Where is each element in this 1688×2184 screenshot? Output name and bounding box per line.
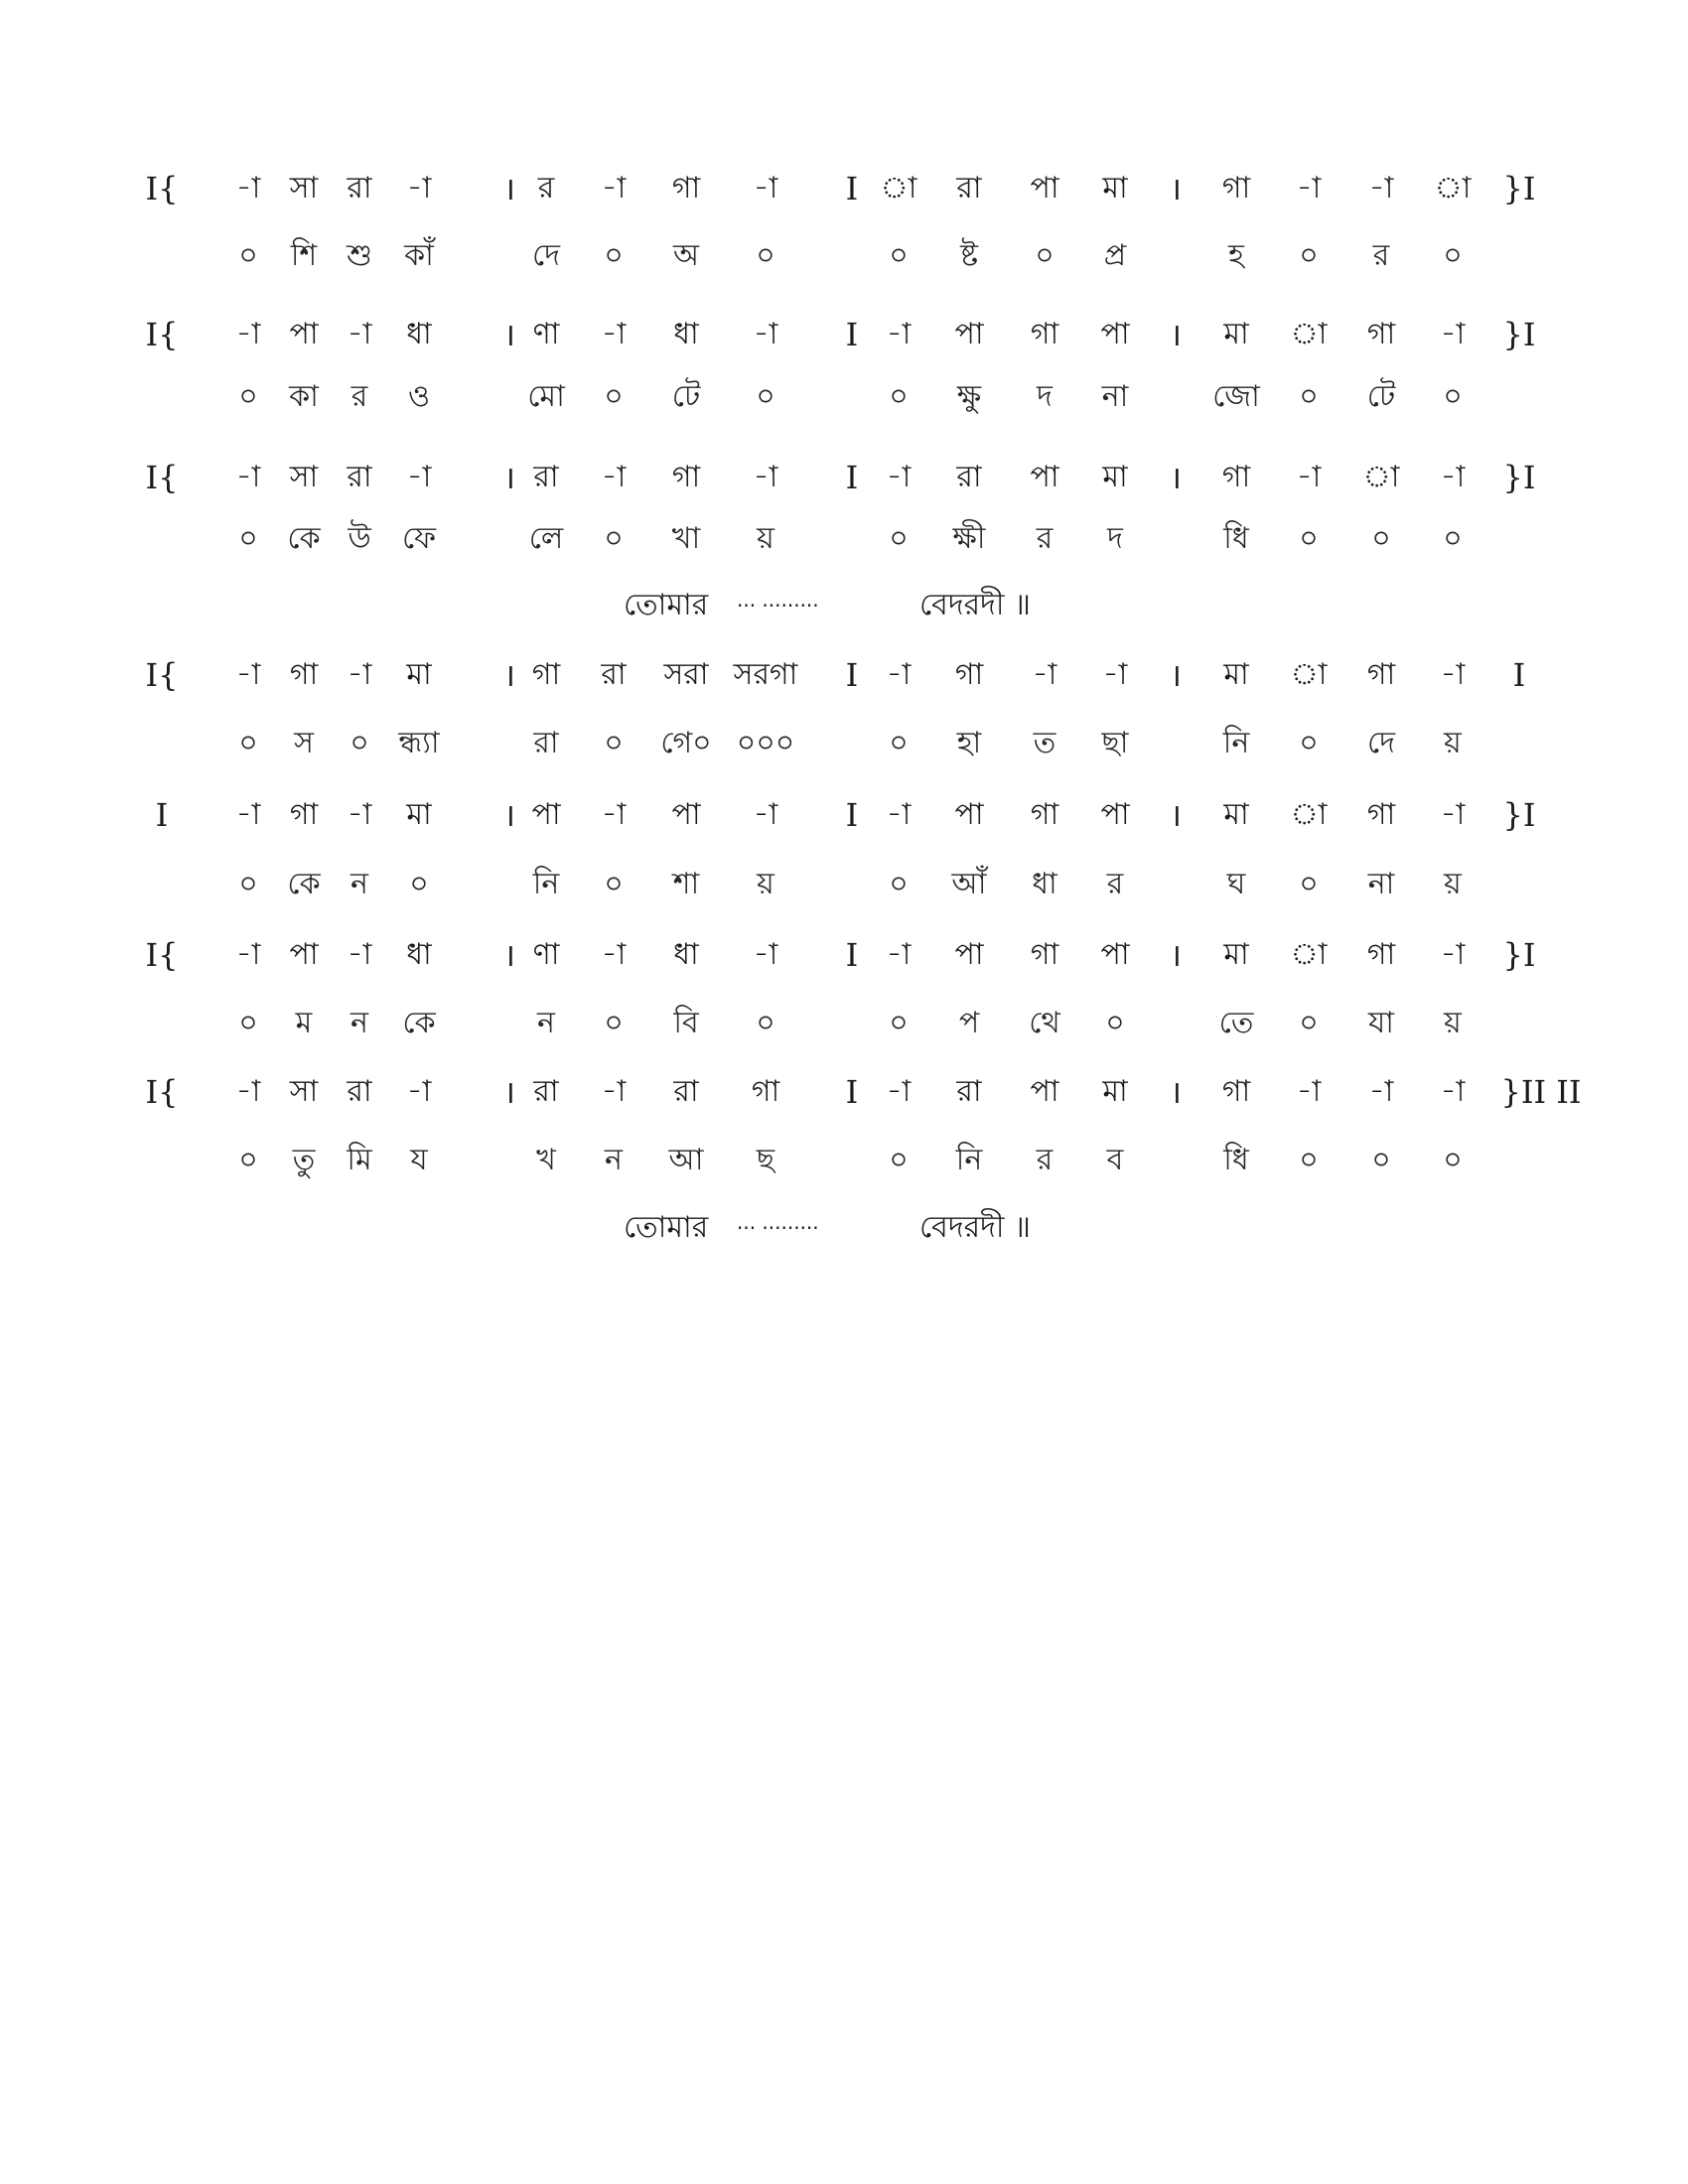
lyric-syllable: ন xyxy=(537,1006,555,1040)
note-cell: -া xyxy=(347,317,372,351)
note-cell: রা xyxy=(533,1074,559,1109)
lyric-syllable: য xyxy=(410,1143,428,1177)
lyric-syllable: ০ xyxy=(756,379,775,414)
lyric-syllable: ০ xyxy=(409,867,429,901)
note-cell: ণা xyxy=(532,317,560,351)
note-cell: -া xyxy=(406,171,432,205)
note-cell: া xyxy=(1434,171,1472,205)
note-cell: গা xyxy=(289,797,319,832)
refrain-dots: ··· ········· xyxy=(737,1216,819,1240)
lyric-syllable: ০ xyxy=(604,867,624,901)
note-cell: রা xyxy=(347,460,372,494)
note-cell: -া xyxy=(235,937,261,972)
lyric-syllable: য় xyxy=(757,867,774,901)
lyric-syllable: র xyxy=(1372,238,1390,273)
lyric-syllable: খ xyxy=(536,1143,556,1177)
lyric-syllable: দ xyxy=(1107,521,1123,556)
note-cell: -া xyxy=(235,797,261,832)
lyric-syllable: লে xyxy=(528,521,564,556)
note-cell: পা xyxy=(1100,797,1130,832)
note-cell: -া xyxy=(753,797,778,832)
lyric-syllable: ০ xyxy=(1443,238,1463,273)
note-cell: পা xyxy=(1030,460,1059,494)
note-cell: -া xyxy=(753,460,778,494)
note-cell: -া xyxy=(753,171,778,205)
refrain-dots: ··· ········· xyxy=(737,594,819,617)
lyric-syllable: ০ xyxy=(604,726,624,760)
lyric-syllable: টে xyxy=(671,379,701,414)
bar-line: । xyxy=(1169,1073,1183,1111)
bar-line: । xyxy=(1169,170,1183,207)
bar-line: । xyxy=(502,459,516,496)
bar-line: }I xyxy=(1502,936,1536,974)
note-cell: গা xyxy=(1030,797,1059,832)
note-cell: মা xyxy=(406,657,432,692)
note-cell: গা xyxy=(1366,797,1396,832)
bar-line: I xyxy=(1512,656,1526,694)
lyric-syllable: ০ xyxy=(238,521,258,556)
lyric-syllable: ০ xyxy=(604,238,624,273)
lyric-syllable: ০ xyxy=(604,521,624,556)
lyric-syllable: ০ xyxy=(238,867,258,901)
note-cell: -া xyxy=(347,937,372,972)
note-cell: -া xyxy=(601,937,627,972)
lyric-syllable: ০ xyxy=(238,1006,258,1040)
note-cell: -া xyxy=(406,460,432,494)
note-cell: গা xyxy=(1221,171,1251,205)
note-cell: -া xyxy=(601,317,627,351)
lyric-syllable: স xyxy=(294,726,314,760)
note-row xyxy=(0,1067,1688,1117)
bar-line: । xyxy=(502,170,516,207)
lyric-syllable: ০ xyxy=(238,238,258,273)
note-cell: -া xyxy=(1368,171,1394,205)
lyric-syllable: ০ xyxy=(1105,1006,1125,1040)
note-cell: রা xyxy=(956,1074,982,1109)
lyric-syllable: ০ xyxy=(1371,521,1391,556)
note-cell: া xyxy=(1290,317,1328,351)
note-cell: -া xyxy=(601,797,627,832)
note-cell: ধা xyxy=(406,317,432,351)
note-cell: পা xyxy=(954,937,984,972)
refrain-line xyxy=(0,1203,1688,1253)
bar-line: । xyxy=(502,656,516,694)
lyric-syllable: ০ xyxy=(889,726,909,760)
lyric-syllable: না xyxy=(1101,379,1129,414)
note-cell: -া xyxy=(406,1074,432,1109)
note-cell: -া xyxy=(1296,1074,1322,1109)
lyric-syllable: না xyxy=(1367,867,1395,901)
lyric-syllable: উ xyxy=(348,521,371,556)
bar-line: । xyxy=(502,316,516,353)
note-cell: -া xyxy=(753,317,778,351)
lyric-syllable: আঁ xyxy=(951,867,987,901)
note-cell: -া xyxy=(601,1074,627,1109)
lyric-syllable: র xyxy=(1036,521,1054,556)
lyric-syllable: মো xyxy=(527,379,565,414)
lyric-syllable: আ xyxy=(668,1143,704,1177)
note-cell: পা xyxy=(289,317,319,351)
note-cell: -া xyxy=(1368,1074,1394,1109)
note-row xyxy=(0,650,1688,700)
lyric-syllable: ০ xyxy=(350,726,369,760)
lyric-syllable: ০ xyxy=(604,379,624,414)
lyric-syllable: নি xyxy=(1222,726,1250,760)
lyric-syllable: ০ xyxy=(889,521,909,556)
note-cell: মা xyxy=(1102,171,1128,205)
lyric-syllable: ০ xyxy=(1299,726,1319,760)
lyric-syllable: ০ xyxy=(238,1143,258,1177)
note-cell: গা xyxy=(671,171,701,205)
note-row xyxy=(0,164,1688,213)
lyric-syllable: ন xyxy=(351,1006,368,1040)
note-cell: -া xyxy=(235,657,261,692)
lyric-syllable: ধা xyxy=(1032,867,1057,901)
note-row xyxy=(0,930,1688,980)
lyric-syllable: ০ xyxy=(238,379,258,414)
lyric-syllable: তু xyxy=(292,1143,316,1177)
note-cell: সা xyxy=(289,1074,319,1109)
note-cell: গা xyxy=(1030,937,1059,972)
lyric-syllable: ধি xyxy=(1223,1143,1249,1177)
bar-line: I{ xyxy=(145,459,179,496)
lyric-row xyxy=(0,1136,1688,1185)
lyric-syllable: নি xyxy=(955,1143,983,1177)
note-cell: মা xyxy=(1102,1074,1128,1109)
lyric-syllable: থে xyxy=(1029,1006,1060,1040)
lyric-syllable: বি xyxy=(673,1006,699,1040)
lyric-syllable: য় xyxy=(1444,726,1462,760)
bar-line: I xyxy=(845,459,859,496)
note-cell: গা xyxy=(1221,1074,1251,1109)
lyric-syllable: ব xyxy=(1106,1143,1124,1177)
note-cell: -া xyxy=(601,171,627,205)
note-cell: ধা xyxy=(673,937,699,972)
lyric-syllable: ০ xyxy=(1035,238,1055,273)
lyric-syllable: গে০ xyxy=(660,726,712,760)
lyric-syllable: ক্ষু xyxy=(956,379,982,414)
note-row xyxy=(0,453,1688,502)
note-cell: -া xyxy=(1440,317,1466,351)
lyric-syllable: হ xyxy=(1228,238,1244,273)
lyric-syllable: ও xyxy=(407,379,431,414)
note-cell: া xyxy=(880,171,917,205)
bar-line: । xyxy=(1169,459,1183,496)
lyric-syllable: ০০০ xyxy=(736,726,795,760)
lyric-syllable: কে xyxy=(287,867,321,901)
note-cell: -া xyxy=(347,657,372,692)
note-cell: ণা xyxy=(532,937,560,972)
note-cell: ধা xyxy=(673,317,699,351)
note-cell: -া xyxy=(1440,797,1466,832)
note-cell: মা xyxy=(1102,460,1128,494)
lyric-row xyxy=(0,999,1688,1048)
bar-line: । xyxy=(1169,656,1183,694)
note-cell: পা xyxy=(1030,171,1059,205)
note-cell: পা xyxy=(1100,317,1130,351)
note-cell: -া xyxy=(1102,657,1128,692)
note-cell: রা xyxy=(533,460,559,494)
bar-line: I xyxy=(845,656,859,694)
note-cell: রা xyxy=(601,657,627,692)
bar-line: । xyxy=(1169,936,1183,974)
lyric-syllable: শি xyxy=(290,238,318,273)
note-cell: রা xyxy=(347,171,372,205)
lyric-syllable: ক্ষী xyxy=(952,521,986,556)
lyric-syllable: অ xyxy=(673,238,699,273)
lyric-syllable: ০ xyxy=(889,379,909,414)
lyric-syllable: কাঁ xyxy=(404,238,434,273)
note-cell: সা xyxy=(289,460,319,494)
lyric-syllable: ০ xyxy=(1443,521,1463,556)
bar-line: । xyxy=(1169,796,1183,834)
note-cell: র xyxy=(537,171,555,205)
note-cell: রা xyxy=(347,1074,372,1109)
lyric-row xyxy=(0,719,1688,768)
note-cell: গা xyxy=(671,460,701,494)
lyric-row xyxy=(0,372,1688,422)
bar-line: । xyxy=(502,1073,516,1111)
bar-line: I xyxy=(845,1073,859,1111)
note-cell: গা xyxy=(1366,317,1396,351)
lyric-syllable: ০ xyxy=(1299,1006,1319,1040)
refrain-end: বেদরদী ॥ xyxy=(919,588,1031,622)
lyric-syllable: ন্ধ্যা xyxy=(398,726,440,760)
refrain-end: বেদরদী ॥ xyxy=(919,1210,1031,1245)
note-cell: মা xyxy=(1223,317,1249,351)
lyric-syllable: ০ xyxy=(889,238,909,273)
note-cell: া xyxy=(1290,657,1328,692)
bar-line: । xyxy=(1169,316,1183,353)
lyric-syllable: ০ xyxy=(756,1006,775,1040)
note-cell: -া xyxy=(235,317,261,351)
lyric-syllable: দে xyxy=(532,238,560,273)
lyric-row xyxy=(0,514,1688,564)
note-cell: পা xyxy=(289,937,319,972)
lyric-syllable: ঘ xyxy=(1226,867,1246,901)
lyric-syllable: হা xyxy=(956,726,982,760)
bar-line: I{ xyxy=(145,656,179,694)
lyric-syllable: ন xyxy=(605,1143,623,1177)
note-cell: া xyxy=(1290,797,1328,832)
note-cell: -া xyxy=(886,317,912,351)
bar-line: }I xyxy=(1502,170,1536,207)
lyric-syllable: ০ xyxy=(604,1006,624,1040)
lyric-syllable: ছা xyxy=(1101,726,1129,760)
lyric-syllable: য় xyxy=(1444,1006,1462,1040)
bar-line: }I xyxy=(1502,459,1536,496)
note-cell: রা xyxy=(956,460,982,494)
lyric-syllable: ০ xyxy=(1299,379,1319,414)
refrain-start: তোমার xyxy=(624,1210,709,1245)
note-cell: মা xyxy=(1223,657,1249,692)
note-cell: -া xyxy=(235,460,261,494)
lyric-syllable: প xyxy=(958,1006,980,1040)
bar-line: I xyxy=(155,796,169,834)
note-cell: রা xyxy=(956,171,982,205)
lyric-syllable: ০ xyxy=(756,238,775,273)
bar-line: I xyxy=(845,316,859,353)
note-cell: গা xyxy=(1366,937,1396,972)
note-cell: রা xyxy=(673,1074,699,1109)
lyric-syllable: ফে xyxy=(401,521,437,556)
note-cell: পা xyxy=(671,797,701,832)
bar-line: I{ xyxy=(145,936,179,974)
note-cell: সরা xyxy=(663,657,709,692)
note-cell: -া xyxy=(1440,1074,1466,1109)
note-cell: গা xyxy=(531,657,561,692)
note-cell: -া xyxy=(886,1074,912,1109)
lyric-row xyxy=(0,860,1688,909)
note-cell: -া xyxy=(235,1074,261,1109)
note-cell: পা xyxy=(954,797,984,832)
lyric-syllable: র xyxy=(1036,1143,1054,1177)
bar-line: I{ xyxy=(145,1073,179,1111)
lyric-syllable: প্র xyxy=(1103,238,1127,273)
lyric-syllable: মি xyxy=(347,1143,372,1177)
lyric-syllable: ০ xyxy=(889,867,909,901)
note-cell: সা xyxy=(289,171,319,205)
note-cell: সরগা xyxy=(733,657,798,692)
lyric-syllable: ০ xyxy=(1443,1143,1463,1177)
lyric-syllable: ০ xyxy=(1299,521,1319,556)
note-cell: া xyxy=(1362,460,1400,494)
bar-line: }I xyxy=(1502,796,1536,834)
bar-line: I{ xyxy=(145,170,179,207)
refrain-line xyxy=(0,581,1688,630)
note-cell: -া xyxy=(1296,171,1322,205)
refrain-start: তোমার xyxy=(624,588,709,622)
note-cell: -া xyxy=(347,797,372,832)
note-row xyxy=(0,310,1688,359)
lyric-syllable: র xyxy=(351,379,368,414)
note-cell: পা xyxy=(1030,1074,1059,1109)
note-cell: -া xyxy=(1440,657,1466,692)
note-cell: -া xyxy=(1440,937,1466,972)
note-cell: -া xyxy=(886,657,912,692)
note-cell: পা xyxy=(531,797,561,832)
lyric-syllable: ০ xyxy=(889,1006,909,1040)
note-row xyxy=(0,790,1688,840)
note-cell: গা xyxy=(1221,460,1251,494)
lyric-syllable: শু xyxy=(347,238,372,273)
note-cell: -া xyxy=(601,460,627,494)
bar-line: । xyxy=(502,936,516,974)
note-cell: পা xyxy=(1100,937,1130,972)
lyric-syllable: ০ xyxy=(1299,867,1319,901)
note-cell: গা xyxy=(1030,317,1059,351)
lyric-syllable: ত xyxy=(1033,726,1056,760)
lyric-syllable: ০ xyxy=(1371,1143,1391,1177)
lyric-syllable: ষ্ট xyxy=(960,238,978,273)
lyric-syllable: ন xyxy=(351,867,368,901)
note-cell: গা xyxy=(954,657,984,692)
note-cell: মা xyxy=(1223,797,1249,832)
lyric-syllable: ০ xyxy=(1299,1143,1319,1177)
lyric-syllable: য় xyxy=(757,521,774,556)
note-cell: -া xyxy=(753,937,778,972)
bar-line: I xyxy=(845,796,859,834)
lyric-syllable: য় xyxy=(1444,867,1462,901)
note-cell: গা xyxy=(751,1074,780,1109)
lyric-syllable: কে xyxy=(287,521,321,556)
note-cell: -া xyxy=(1032,657,1057,692)
bar-line: }I xyxy=(1502,316,1536,353)
lyric-syllable: টে xyxy=(1366,379,1396,414)
note-cell: -া xyxy=(1296,460,1322,494)
note-cell: গা xyxy=(1366,657,1396,692)
lyric-syllable: শা xyxy=(672,867,700,901)
lyric-syllable: ম xyxy=(295,1006,313,1040)
lyric-syllable: র xyxy=(1106,867,1124,901)
lyric-syllable: জো xyxy=(1212,379,1260,414)
lyric-syllable: দে xyxy=(1367,726,1395,760)
bar-line: । xyxy=(502,796,516,834)
lyric-syllable: খা xyxy=(671,521,701,556)
lyric-syllable: ধি xyxy=(1223,521,1249,556)
lyric-syllable: নি xyxy=(532,867,560,901)
lyric-syllable: কে xyxy=(402,1006,436,1040)
note-cell: ধা xyxy=(406,937,432,972)
bar-line: I{ xyxy=(145,316,179,353)
note-cell: মা xyxy=(1223,937,1249,972)
note-cell: -া xyxy=(886,797,912,832)
note-cell: -া xyxy=(886,937,912,972)
bar-line: I xyxy=(845,170,859,207)
lyric-syllable: তে xyxy=(1218,1006,1254,1040)
lyric-syllable: ছ xyxy=(756,1143,775,1177)
lyric-syllable: দ xyxy=(1037,379,1053,414)
bar-line: I xyxy=(845,936,859,974)
note-cell: গা xyxy=(289,657,319,692)
lyric-syllable: ০ xyxy=(889,1143,909,1177)
lyric-syllable: যা xyxy=(1368,1006,1394,1040)
note-cell: া xyxy=(1290,937,1328,972)
bar-line: }II II xyxy=(1500,1073,1582,1111)
note-cell: -া xyxy=(886,460,912,494)
lyric-syllable: রা xyxy=(533,726,559,760)
note-cell: -া xyxy=(1440,460,1466,494)
lyric-row xyxy=(0,231,1688,281)
note-cell: পা xyxy=(954,317,984,351)
note-cell: -া xyxy=(235,171,261,205)
note-cell: মা xyxy=(406,797,432,832)
lyric-syllable: কা xyxy=(289,379,319,414)
lyric-syllable: ০ xyxy=(1443,379,1463,414)
lyric-syllable: ০ xyxy=(238,726,258,760)
lyric-syllable: ০ xyxy=(1299,238,1319,273)
